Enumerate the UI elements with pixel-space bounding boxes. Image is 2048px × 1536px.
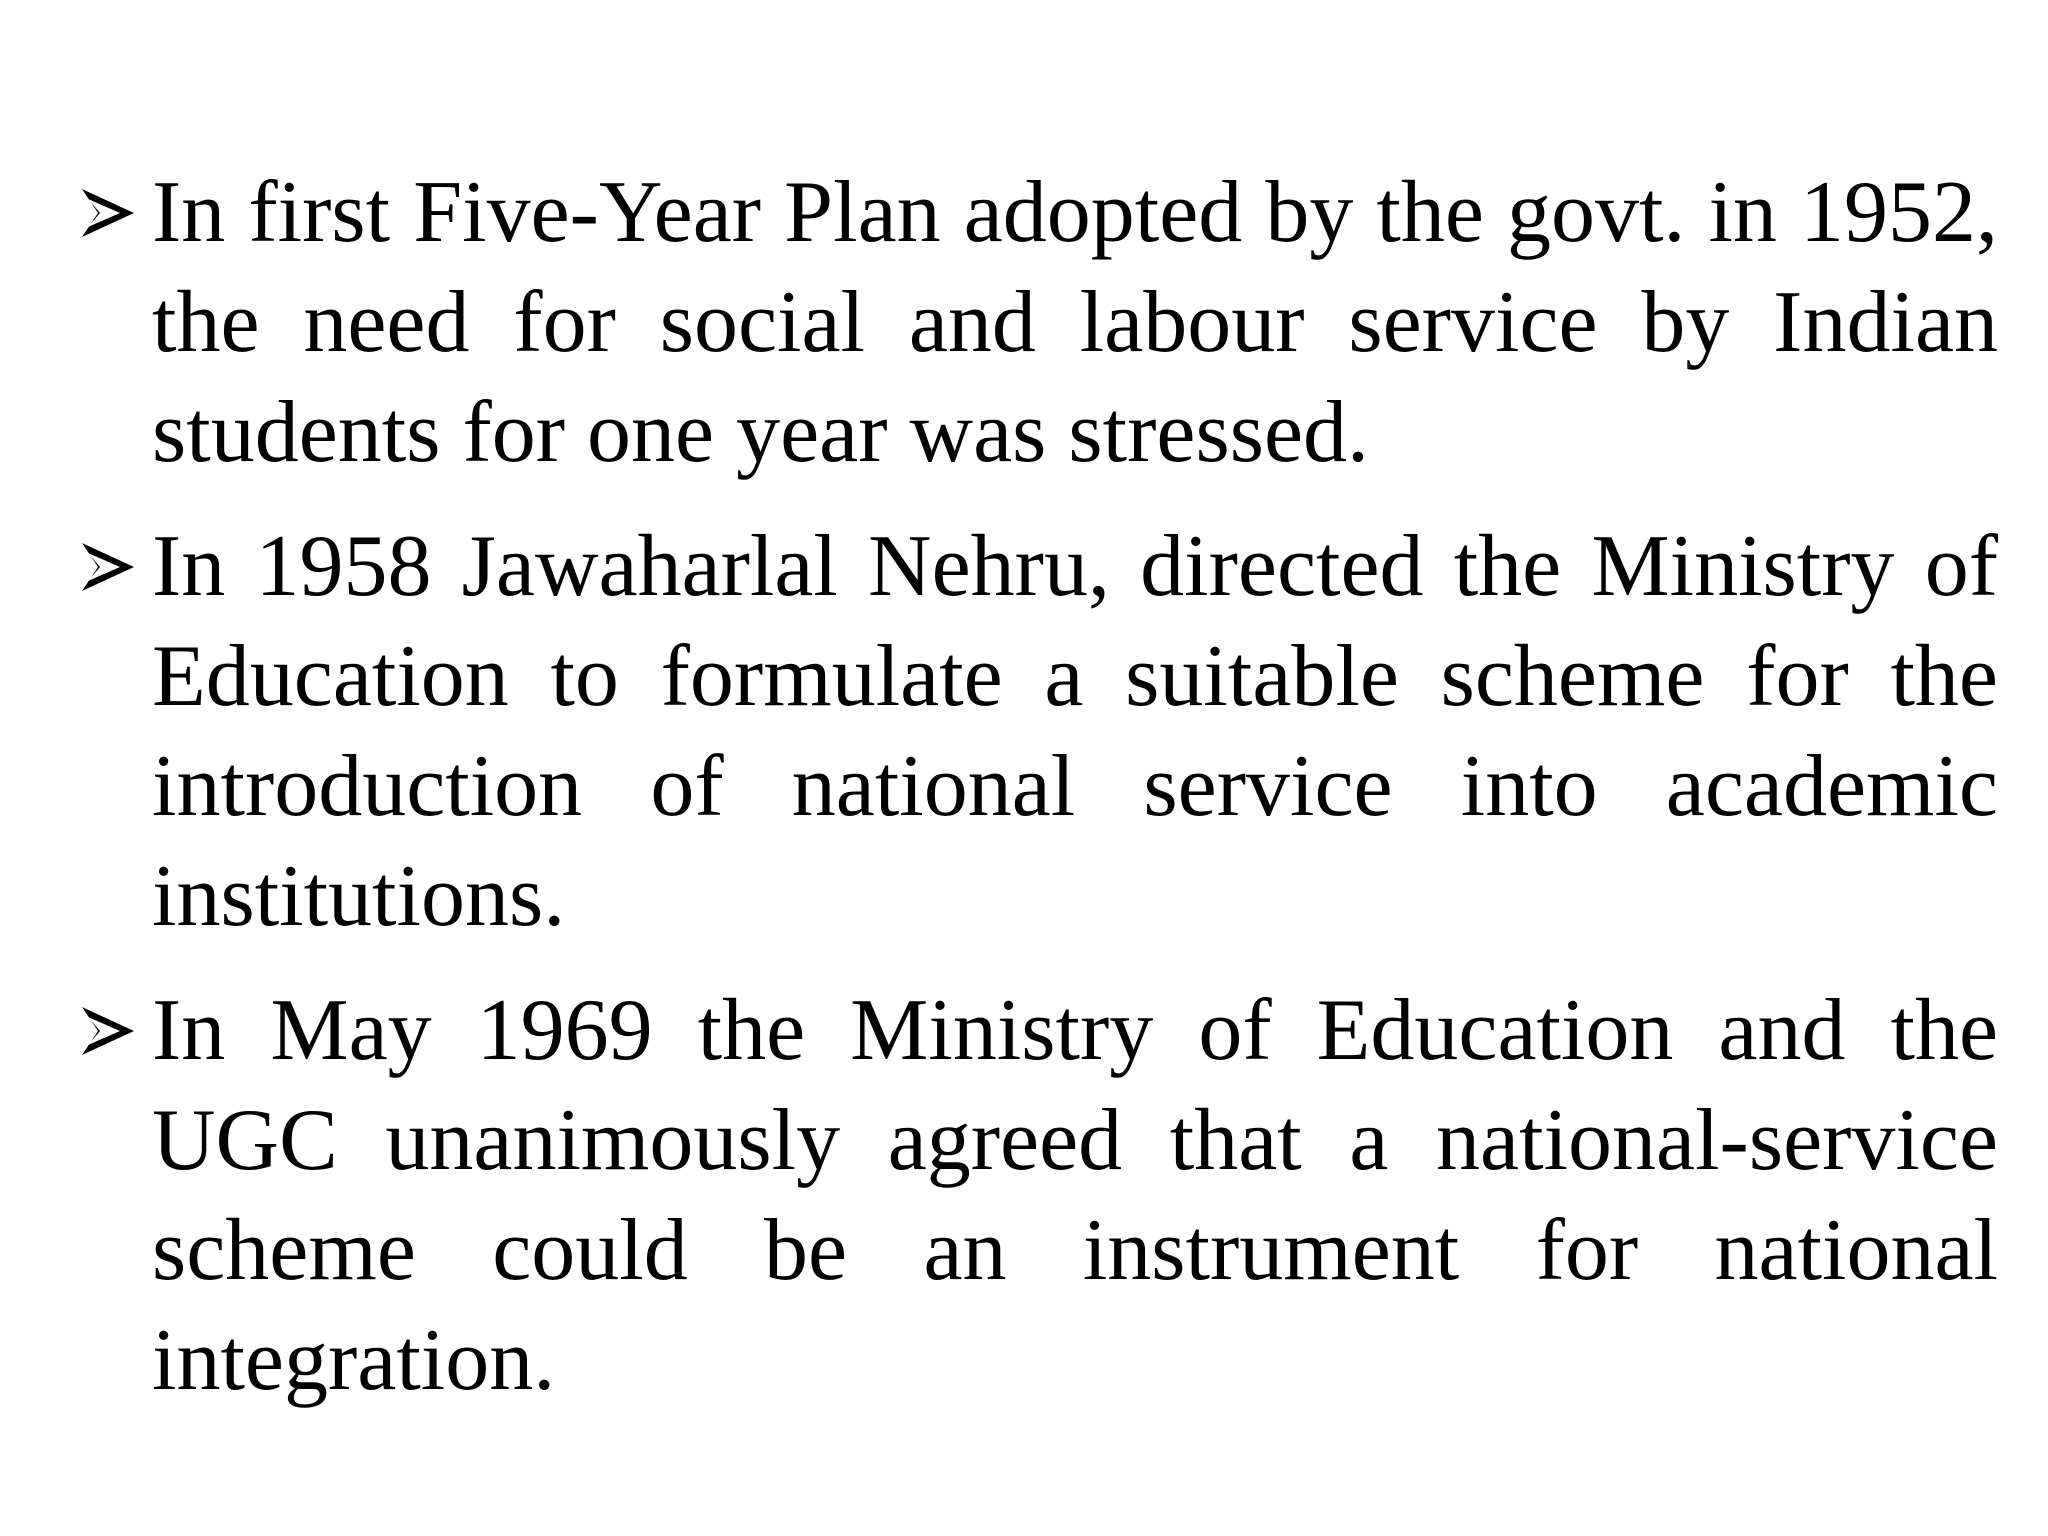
- arrowhead-bullet-icon: [78, 976, 152, 1086]
- arrowhead-bullet-icon: [78, 158, 152, 268]
- bullet-item-3: [78, 976, 1998, 1416]
- bullet-text: In May 1969 the Ministry of Education and the UGC unanimously agreed that a national-service scheme could be an instrument for national integration.: [152, 982, 1998, 1409]
- bullet-item-2: [78, 512, 1998, 952]
- bullet-text: In 1958 Jawaharlal Nehru, directed the Ministry of Education to formulate a suitable scheme for the introduction of national service into academic institutions.: [152, 518, 1998, 945]
- bullet-list: [78, 158, 1998, 1440]
- bullet-item-1: [78, 158, 1998, 488]
- arrowhead-bullet-icon: [78, 512, 152, 622]
- bullet-text: In first Five-Year Plan adopted by the govt. in 1952, the need for social and labour service by Indian students for one year was stressed.: [152, 164, 1998, 481]
